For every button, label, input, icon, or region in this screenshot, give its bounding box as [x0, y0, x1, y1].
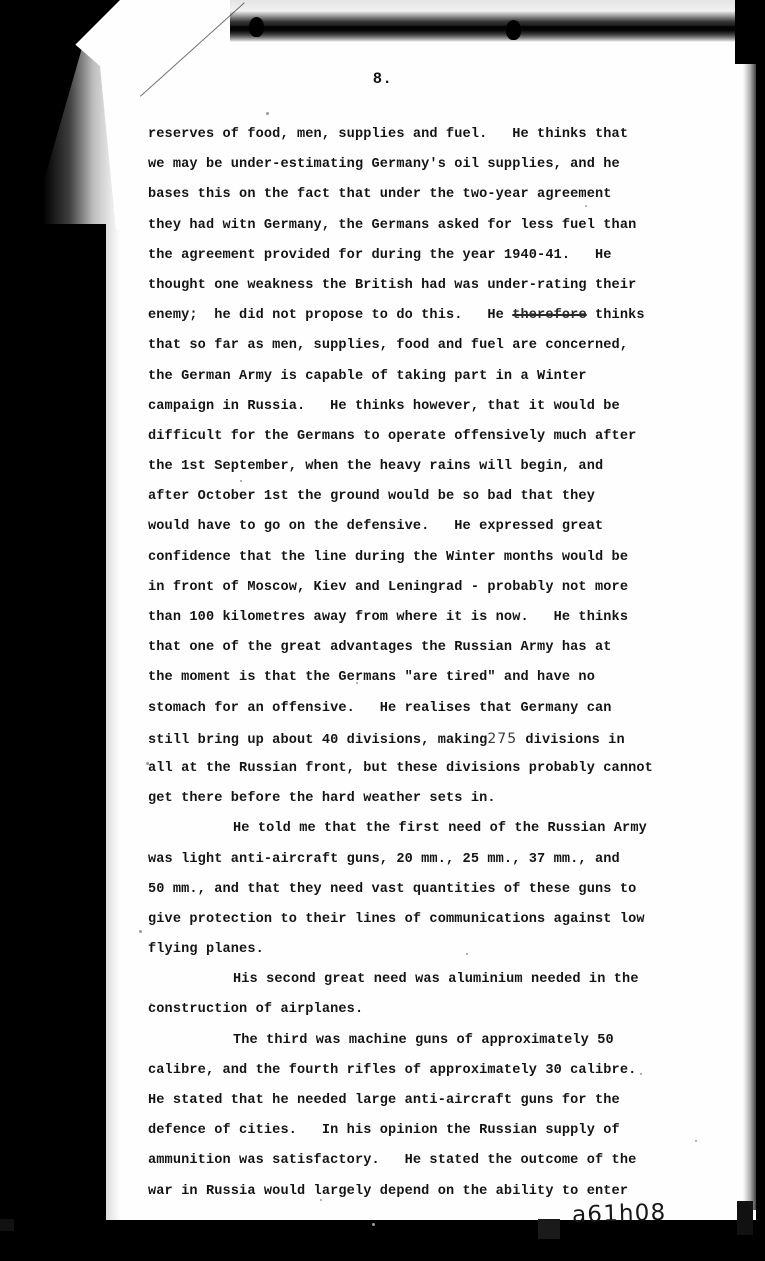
document-line: 50 mm., and that they need vast quantities of these guns to: [148, 881, 637, 897]
document-body: [148, 120, 718, 1207]
document-line: the 1st September, when the heavy rains will begin, and: [148, 459, 604, 475]
document-line: campaign in Russia. He thinks however, that it would be: [148, 398, 620, 414]
document-line: reserves of food, men, supplies and fuel. He thinks that: [148, 127, 629, 142]
document-line: difficult for the Germans to operate offensively much after: [148, 428, 637, 444]
handwritten-archival-mark: a61h08: [571, 1199, 667, 1229]
document-line: He told me that the first need of the Russian Army: [233, 821, 647, 837]
document-line: than 100 kilometres away from where it is now. He thinks: [148, 610, 629, 625]
document-line: that so far as men, supplies, food and fuel are concerned,: [148, 338, 629, 354]
document-line: stomach for an offensive. He realises that Germany can: [148, 700, 612, 716]
document-line: that one of the great advantages the Russian Army has at: [148, 640, 612, 656]
document-line: the German Army is capable of taking part in a Winter: [148, 368, 587, 384]
document-line: confidence that the line during the Winter months would be: [148, 549, 629, 565]
document-line: calibre, and the fourth rifles of approximately 30 calibre.: [148, 1062, 637, 1078]
document-line: flying planes.: [148, 942, 264, 958]
document-line: The third was machine guns of approximately 50: [233, 1032, 614, 1048]
page-number: 8.: [372, 70, 393, 88]
document-line: defence of cities. In his opinion the Russian supply of: [148, 1123, 620, 1139]
document-line: construction of airplanes.: [148, 1002, 364, 1018]
document-line: bases this on the fact that under the two-year agreement: [148, 187, 612, 203]
document-line: after October 1st the ground would be so bad that they: [148, 489, 595, 505]
document-line: His second great need was aluminium needed in the: [233, 972, 639, 988]
document-line: the agreement provided for during the year 1940-41. He: [148, 247, 612, 263]
document-line: He stated that he needed large anti-aircraft guns for the: [148, 1093, 620, 1108]
document-line: enemy; he did not propose to do this. He therefore thinks: [148, 308, 645, 324]
document-line: still bring up about 40 divisions, making275 divisions in: [148, 730, 625, 748]
document-line: was light anti-aircraft guns, 20 mm., 25 mm., 37 mm., and: [148, 851, 620, 867]
document-line: in front of Moscow, Kiev and Leningrad - probably not more: [148, 579, 629, 595]
document-line: thought one weakness the British had was under-rating their: [148, 277, 637, 293]
document-line: give protection to their lines of communications against low: [148, 911, 645, 927]
document-line: we may be under-estimating Germany's oil supplies, and he: [148, 157, 620, 173]
document-line: war in Russia would largely depend on the ability to enter: [148, 1183, 629, 1199]
document-line: get there before the hard weather sets in.: [148, 791, 496, 807]
handwritten-insertion: 275: [487, 730, 518, 747]
document-line: the moment is that the Germans "are tired" and have no: [148, 670, 595, 686]
document-line: ammunition was satisfactory. He stated the outcome of the: [148, 1153, 637, 1169]
document-line: all at the Russian front, but these divisions probably cannot: [148, 760, 653, 776]
document-line: they had witn Germany, the Germans asked for less fuel than: [148, 217, 637, 233]
struck-through-word: therefore: [512, 308, 587, 324]
document-line: would have to go on the defensive. He expressed great: [148, 519, 604, 535]
